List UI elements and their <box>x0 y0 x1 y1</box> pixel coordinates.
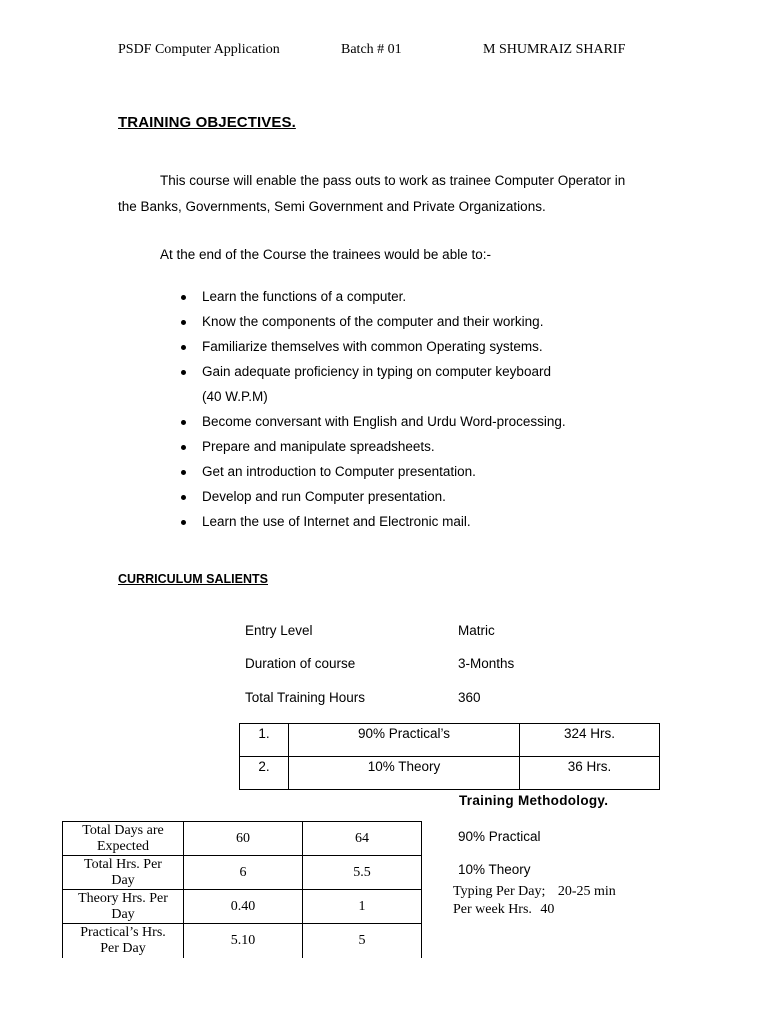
bullet-icon <box>181 520 186 525</box>
bullet-icon <box>181 295 186 300</box>
list-item: Develop and run Computer presentation. <box>178 488 566 506</box>
bullet-icon <box>181 345 186 350</box>
methodology-practical: 90% Practical <box>458 829 541 844</box>
objectives-paragraph-line-2: the Banks, Governments, Semi Government and Private Organizations. <box>118 199 546 214</box>
bullet-icon <box>181 495 186 500</box>
row-value-b: 5 <box>303 924 422 958</box>
entry-level-label: Entry Level <box>245 623 313 638</box>
training-hours-value: 360 <box>458 690 481 705</box>
typing-per-day: Typing Per Day; 20-25 min <box>453 884 616 899</box>
row-number: 2. <box>240 757 289 790</box>
row-item: 10% Theory <box>289 757 520 790</box>
hours-breakdown-table <box>239 723 660 790</box>
table-row <box>63 856 422 890</box>
training-objectives-heading: TRAINING OBJECTIVES. <box>118 114 296 131</box>
row-number: 1. <box>240 724 289 757</box>
header-author: M SHUMRAIZ SHARIF <box>483 42 626 57</box>
list-item: Learn the use of Internet and Electronic mail. <box>178 513 566 531</box>
entry-level-value: Matric <box>458 623 495 638</box>
training-methodology-heading: Training Methodology. <box>459 793 609 808</box>
duration-value: 3-Months <box>458 656 515 671</box>
list-item: Become conversant with English and Urdu Word-processing. <box>178 413 566 431</box>
header-course: PSDF Computer Application <box>118 42 280 57</box>
methodology-theory: 10% Theory <box>458 862 531 877</box>
table-row <box>63 822 422 856</box>
training-hours-label: Total Training Hours <box>245 690 366 705</box>
list-item: Know the components of the computer and their working. <box>178 313 566 331</box>
row-value-a: 6 <box>184 856 303 890</box>
curriculum-salients-heading: CURRICULUM SALIENTS <box>118 572 268 586</box>
objectives-intro: At the end of the Course the trainees would be able to:- <box>160 247 491 262</box>
row-value-a: 5.10 <box>184 924 303 958</box>
table-row <box>63 890 422 924</box>
row-value-b: 5.5 <box>303 856 422 890</box>
bullet-icon <box>181 370 186 375</box>
bullet-icon <box>181 320 186 325</box>
bullet-icon <box>181 470 186 475</box>
days-hours-table <box>62 821 422 958</box>
list-item: Prepare and manipulate spreadsheets. <box>178 438 566 456</box>
objectives-paragraph-line-1: This course will enable the pass outs to work as trainee Computer Operator in <box>160 173 626 188</box>
list-item: Gain adequate proficiency in typing on computer keyboard (40 W.P.M) <box>178 363 566 406</box>
table-row <box>240 724 660 757</box>
objectives-list <box>178 288 566 538</box>
row-value-b: 1 <box>303 890 422 924</box>
row-hours: 36 Hrs. <box>520 757 660 790</box>
duration-label: Duration of course <box>245 656 356 671</box>
list-item: Learn the functions of a computer. <box>178 288 566 306</box>
row-item: 90% Practical’s <box>289 724 520 757</box>
table-row <box>63 924 422 958</box>
row-label: Practical’s Hrs. Per Day <box>63 924 184 958</box>
list-item: Familiarize themselves with common Operating systems. <box>178 338 566 356</box>
row-value-a: 0.40 <box>184 890 303 924</box>
bullet-icon <box>181 420 186 425</box>
list-item-continuation: (40 W.P.M) <box>202 389 268 404</box>
row-label: Total Days are Expected <box>63 822 184 856</box>
row-value-b: 64 <box>303 822 422 856</box>
list-item: Get an introduction to Computer presentation. <box>178 463 566 481</box>
row-value-a: 60 <box>184 822 303 856</box>
header-batch: Batch # 01 <box>341 42 402 57</box>
per-week-hours: Per week Hrs. 40 <box>453 902 555 917</box>
row-label: Total Hrs. Per Day <box>63 856 184 890</box>
row-label: Theory Hrs. Per Day <box>63 890 184 924</box>
bullet-icon <box>181 445 186 450</box>
row-hours: 324 Hrs. <box>520 724 660 757</box>
table-row <box>240 757 660 790</box>
